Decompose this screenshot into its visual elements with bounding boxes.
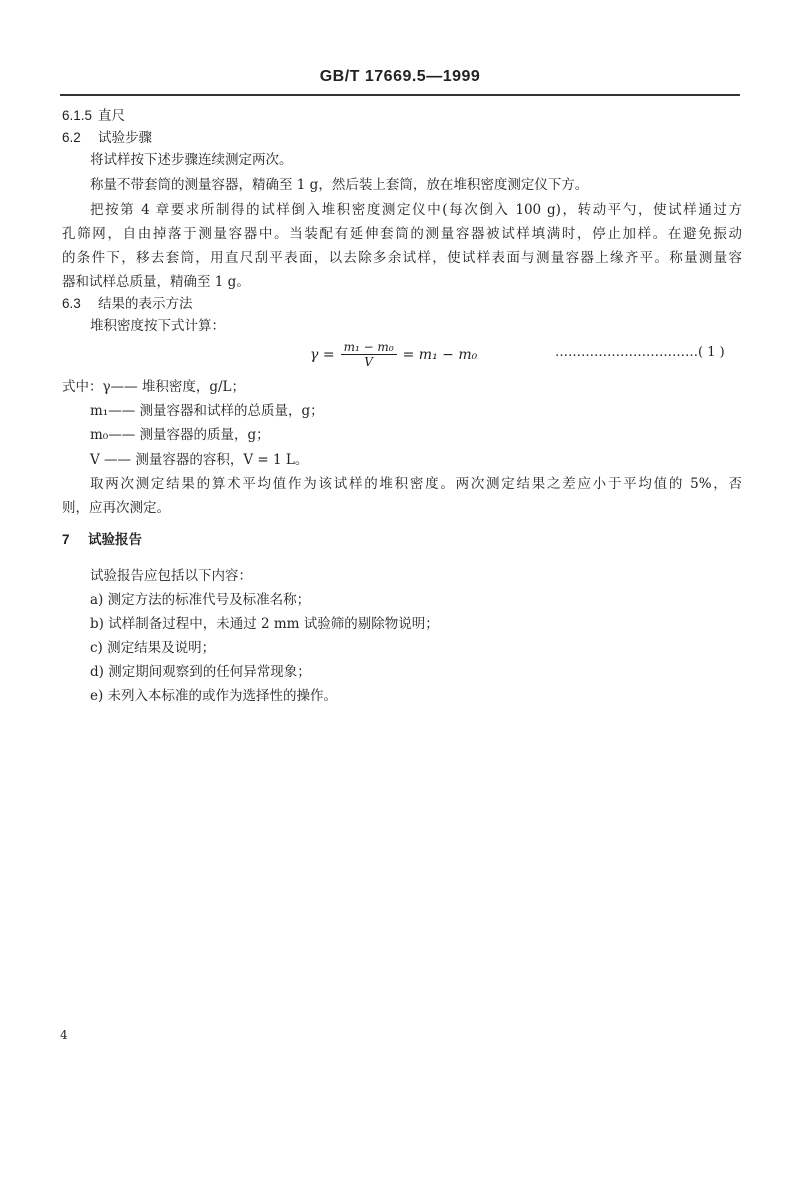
heading-6-3	[62, 294, 742, 314]
section-number: 7	[62, 532, 70, 547]
equation-number: ……………………………( 1 )	[555, 345, 725, 360]
document-code-header: GB/T 17669.5—1999	[319, 68, 481, 85]
where-line: m₁—— 测量容器和试样的总质量，g；	[90, 403, 324, 419]
section-title: 结果的表示方法	[98, 296, 193, 312]
numerator: m₁ − m₀	[341, 340, 397, 355]
list-item: b) 试样制备过程中，未通过 2 mm 试验筛的剔除物说明；	[90, 616, 439, 632]
section-number: 6.2	[62, 130, 81, 145]
paragraph-line: 取两次测定结果的算术平均值作为该试样的堆积密度。两次测定结果之差应小于平均值的 5%，否	[90, 476, 742, 492]
equation-lhs: γ =	[310, 346, 335, 363]
paragraph-line: 的条件下，移去套筒，用直尺刮平表面，以去除多余试样，使试样表面与测量容器上缘齐平。称量测量容	[62, 250, 742, 266]
section-number: 6.1.5	[62, 108, 93, 123]
section-number: 6.3	[62, 296, 81, 311]
section-title: 试验步骤	[98, 130, 152, 146]
section-title: 直尺	[98, 108, 125, 124]
paragraph-line: 则，应再次测定。	[62, 500, 170, 516]
paragraph: 试验报告应包括以下内容：	[90, 568, 252, 584]
where-line: 式中：γ—— 堆积密度，g/L；	[62, 379, 246, 395]
where-line: V —— 测量容器的容积，V = 1 L。	[90, 452, 309, 468]
section-title: 试验报告	[88, 532, 142, 548]
paragraph-line: 把按第 4 章要求所制得的试样倒入堆积密度测定仪中(每次倒入 100 g)，转动平勺，使试样通过方	[90, 202, 742, 218]
where-line: m₀—— 测量容器的质量，g；	[90, 427, 270, 443]
equation-fraction	[341, 340, 397, 369]
paragraph: 称量不带套筒的测量容器，精确至 1 g，然后装上套筒，放在堆积密度测定仪下方。	[90, 177, 589, 193]
list-item: c) 测定结果及说明；	[90, 640, 216, 656]
paragraph-line: 器和试样总质量，精确至 1 g。	[62, 274, 250, 290]
list-item: e) 未列入本标准的或作为选择性的操作。	[90, 688, 338, 704]
list-item: a) 测定方法的标准代号及标准名称；	[90, 592, 311, 608]
paragraph: 将试样按下述步骤连续测定两次。	[90, 152, 293, 168]
equation-rhs: = m₁ − m₀	[402, 346, 478, 363]
page-number: 4	[60, 1028, 68, 1042]
denominator: V	[364, 355, 373, 369]
heading-6-1-5	[62, 106, 742, 126]
equation	[310, 340, 477, 369]
header-rule	[60, 94, 740, 96]
heading-7	[62, 530, 742, 550]
paragraph: 堆积密度按下式计算：	[90, 318, 225, 334]
heading-6-2	[62, 128, 742, 148]
paragraph-line: 孔筛网，自由掉落于测量容器中。当装配有延伸套筒的测量容器被试样填满时，停止加样。在避免振动	[62, 226, 742, 242]
list-item: d) 测定期间观察到的任何异常现象；	[90, 664, 311, 680]
